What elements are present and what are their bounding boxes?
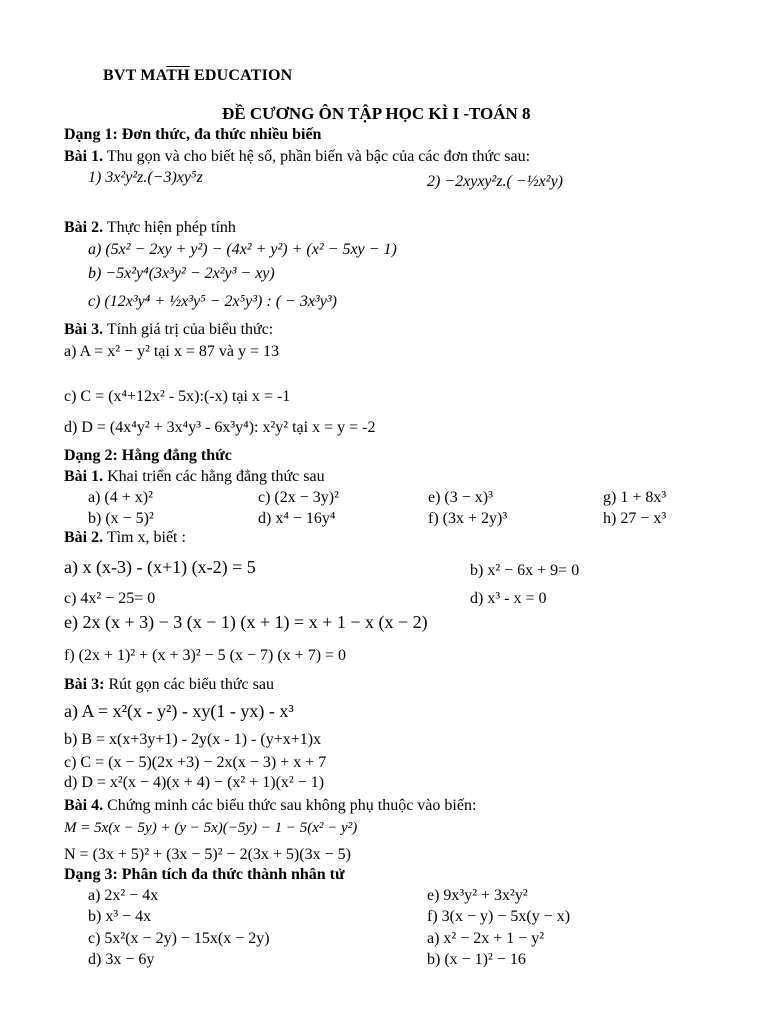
s3-left-item-2: b) x³ − 4x [88, 908, 152, 925]
s2-bai3-item-c: c) C = (x − 5)(2x +3) − 2x(x − 3) + x + 7 [64, 754, 327, 771]
s3-left-item-3: c) 5x²(x − 2y) − 15x(x − 2y) [88, 930, 270, 947]
s2-bai4-text: Chứng minh các biểu thức sau không phụ thuộc vào biến: [103, 797, 477, 814]
page-title: ĐỀ CƯƠNG ÔN TẬP HỌC KÌ I -TOÁN 8 [222, 104, 531, 123]
brand-part-2: $\overline{TH}$ [166, 67, 190, 84]
s1-bai1-item-2: 2) −2xyxy²z.( −½x²y) [427, 173, 564, 190]
s2-bai4-item-n: N = (3x + 5)² + (3x − 5)² − 2(3x + 5)(3x − 5) [64, 846, 351, 863]
s2-bai2 [64, 528, 186, 548]
s2-bai2-item-b: b) x² − 6x + 9= 0 [470, 562, 580, 579]
s3-right-item-2: f) 3(x − y) − 5x(y − x) [427, 908, 571, 925]
s1-bai2-item-b: b) −5x²y⁴(3x³y² − 2x²y³ − xy) [88, 265, 275, 282]
s1-bai3-item-a: a) A = x² − y² tại x = 87 và y = 13 [64, 343, 279, 360]
s2-bai4 [64, 796, 476, 816]
s3-right-item-3: a) x² − 2x + 1 − y² [427, 930, 545, 947]
s1-bai1-text: Thu gọn và cho biết hệ số, phần biến và bậc của các đơn thức sau: [103, 148, 531, 165]
section-3-heading: Dạng 3: Phân tích đa thức thành nhân tử [64, 866, 345, 883]
s2-bai3-item-b: b) B = x(x+3y+1) - 2y(x - 1) - (y+x+1)x [64, 731, 322, 748]
s1-bai1-label: Bài 1. [64, 148, 104, 165]
s3-left-item-1: a) 2x² − 4x [88, 887, 159, 904]
section-1-heading: Dạng 1: Đơn thức, đa thức nhiều biến [64, 126, 322, 143]
section-2-heading: Dạng 2: Hằng đẳng thức [64, 447, 232, 464]
s2-bai3-text: Rút gọn các biểu thức sau [104, 676, 274, 693]
s2-item-g: g) 1 + 8x³ [603, 489, 667, 506]
s2-bai2-item-f: f) (2x + 1)² + (x + 3)² − 5 (x − 7) (x + 7) = 0 [64, 647, 347, 664]
s1-bai1-item-1: 1) 3x²y²z.(−3)xy⁵z [88, 169, 203, 186]
s2-bai3-label: Bài 3: [64, 676, 105, 693]
s2-bai2-item-a: a) x (x-3) - (x+1) (x-2) = 5 [64, 557, 256, 577]
brand-logo [103, 66, 292, 86]
s1-bai2-label: Bài 2. [64, 219, 104, 236]
s2-item-c: c) (2x − 3y)² [258, 489, 339, 506]
s2-bai3-item-d: d) D = x²(x − 4)(x + 4) − (x² + 1)(x² − 1) [64, 774, 325, 791]
s2-item-h: h) 27 − x³ [603, 510, 667, 527]
s1-bai2-item-c: c) (12x³y⁴ + ½x³y⁵ − 2x⁵y³) : ( − 3x³y³) [88, 293, 337, 310]
s3-right-item-4: b) (x − 1)² − 16 [427, 951, 526, 968]
s2-bai3 [64, 675, 274, 695]
s1-bai3 [64, 320, 273, 340]
s2-bai2-label: Bài 2. [64, 529, 104, 546]
s2-bai4-label: Bài 4. [64, 797, 104, 814]
brand-part-1: BVT MA [103, 67, 167, 84]
s1-bai2 [64, 218, 236, 238]
s3-left-item-4: d) 3x − 6y [88, 951, 155, 968]
s1-bai2-item-a: a) (5x² − 2xy + y²) − (4x² + y²) + (x² − 5xy − 1) [88, 241, 397, 258]
s1-bai3-label: Bài 3. [64, 321, 104, 338]
s2-item-b: b) (x − 5)² [88, 510, 154, 527]
s2-bai2-item-d: d) x³ - x = 0 [470, 590, 547, 607]
brand-part-3: EDUCATION [189, 67, 293, 84]
s1-bai2-text: Thực hiện phép tính [103, 219, 236, 236]
s2-item-d: d) x⁴ − 16y⁴ [258, 510, 336, 527]
s2-bai3-item-a: a) A = x²(x - y²) - xy(1 - yx) - x³ [64, 701, 294, 721]
s2-item-f: f) (3x + 2y)³ [428, 510, 508, 527]
s2-bai1 [64, 467, 325, 487]
s3-right-item-1: e) 9x³y² + 3x²y² [427, 887, 528, 904]
s2-bai2-text: Tìm x, biết : [103, 529, 186, 546]
s2-item-a: a) (4 + x)² [88, 489, 153, 506]
s1-bai3-text: Tính giá trị của biểu thức: [103, 321, 274, 338]
s2-bai1-label: Bài 1. [64, 468, 104, 485]
s2-bai4-item-m: M = 5x(x − 5y) + (y − 5x)(−5y) − 1 − 5(x² − y²) [64, 820, 358, 836]
s1-bai1 [64, 147, 530, 167]
s2-bai1-text: Khai triển các hằng đẳng thức sau [103, 468, 325, 485]
s2-bai2-item-c: c) 4x² − 25= 0 [64, 590, 156, 607]
s2-item-e: e) (3 − x)³ [428, 489, 493, 506]
s2-bai2-item-e: e) 2x (x + 3) − 3 (x − 1) (x + 1) = x + 1 − x (x − 2) [64, 612, 428, 632]
s1-bai3-item-c: c) C = (x⁴+12x² - 5x):(-x) tại x = -1 [64, 388, 291, 405]
s1-bai3-item-d: d) D = (4x⁴y² + 3x⁴y³ - 6x³y⁴): x²y² tại x = y = -2 [64, 419, 376, 436]
